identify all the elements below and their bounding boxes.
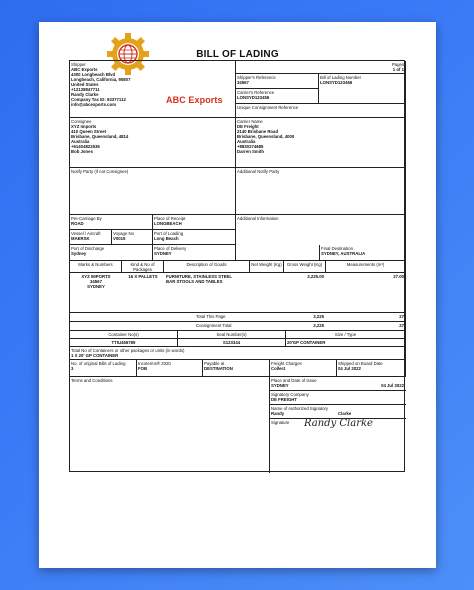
voyage-no-cell: Voyage No V0015 (112, 230, 153, 245)
additional-information-cell: Additional Information (236, 215, 406, 261)
bol-form (69, 60, 405, 472)
goods-body (70, 273, 406, 313)
consignee-cell: Consignee XYZ Imports 410 Queen Street Brisbane, Queensland, 4814 Australia +61404822536 Bob Jones (70, 118, 236, 168)
document-title: BILL OF LADING (196, 49, 279, 60)
bill-of-lading-number-cell: Bill of Lading Number LONSYD123456 (319, 74, 406, 104)
goods-header-description: Description of Goods (164, 261, 250, 273)
goods-header-packages: Kind & No of Packages (122, 261, 164, 273)
final-destination-cell: Final Destination SYDNEY, AUSTRALIA (319, 245, 406, 261)
goods-header-marks: Marks & Numbers (70, 261, 122, 273)
total-containers-cell: Total No of Containers or other packages or units (in words) 1 X 20' GP CONTAINER (70, 347, 406, 360)
goods-gross-weight: 3,225.00 (307, 274, 324, 279)
carriers-reference-cell: Carrier's Reference LONSYD123456 (236, 89, 319, 104)
original-bills-cell: No. of original Bills of Lading 3 (70, 360, 137, 377)
container-header-no: Container No(s) (70, 331, 178, 339)
signature-cell: Signature (271, 419, 290, 425)
payable-at-cell: Payable at DESTINATION (203, 360, 270, 377)
unique-consignment-reference-cell: Unique Consignment Reference (236, 104, 406, 118)
signatory-company-cell: Signatory Company DE FREIGHT (270, 391, 406, 405)
goods-header-gross-weight: Gross Weight (Kg) (284, 261, 326, 273)
additional-notify-party-cell: Additional Notify Party (236, 168, 406, 215)
goods-description: FURNITURE, STAINLESS STEEL BAR STOOLS AND TABLES (166, 274, 233, 284)
shipped-on-board-cell: Shipped on Board Date 04 Jul 2022 (337, 360, 406, 377)
pre-carriage-cell: Pre-Carriage By ROAD (70, 215, 153, 230)
logo-text: ABC Exports (166, 95, 223, 105)
port-of-discharge-cell: Port of Discharge Sydney (70, 245, 153, 261)
goods-header-measurements: Measurements (m³) (326, 261, 406, 273)
shipper-cell: Shipper ABC Exports 4300 Longbeach Blvd Longbeach, California, 90807 United States +12138847711 Randy Clarke Company Tax ID: 93377112 info@abcexports.com (70, 61, 236, 118)
pages-cell: Pages 1 of 1 (236, 61, 406, 74)
vessel-cell: Vessel / Aircraft MAERSK (70, 230, 112, 245)
shippers-reference-cell: Shipper's Reference 34567 (236, 74, 319, 89)
place-of-receipt-cell: Place of Receipt LONGBEACH (153, 215, 236, 230)
consignment-total-row: Consignment Total 3,225 27 (70, 322, 406, 331)
freight-charges-cell: Freight Charges Collect (270, 360, 337, 377)
container-header-size: Size / Type (286, 331, 406, 339)
carrier-name-cell: Carrier Name DE Freight 2140 Brisbane Road Brisbane, Queensland, 4000 Australia +8830274685 Darren Smith (236, 118, 406, 168)
place-of-delivery-cell: Place of Delivery SYDNEY (153, 245, 236, 261)
notify-party-cell: Notify Party (if not Consignee) (70, 168, 236, 215)
shipper-value: ABC Exports 4300 Longbeach Blvd Longbeach, California, 90807 United States +12138847711 Randy Clarke Company Tax ID: 93377112 info@abcexports.com (71, 66, 131, 107)
goods-packages: 16 X PALLETS (128, 274, 158, 279)
terms-cell: Terms and Conditions (70, 377, 270, 473)
container-header-seal: Seal Number(s) (178, 331, 286, 339)
total-this-page-row: Total This Page 3,225 27 (70, 313, 406, 322)
bill-of-lading-document (39, 22, 436, 568)
place-date-issue-cell: Place and Date of Issue SYDNEY 04 Jul 2022 (270, 377, 406, 391)
signature-handwriting: Randy Clarke (304, 418, 373, 429)
port-of-loading-cell: Port of Loading Long Beach (153, 230, 236, 245)
goods-measurements: 27.00 (393, 274, 404, 279)
seal-number-value: S123344 (178, 339, 286, 347)
goods-marks: XYZ IMPORTS 34567 SYDNEY (81, 274, 111, 289)
incoterms-cell: Incoterms® 2020 FOB (137, 360, 203, 377)
goods-header-net-weight: Net Weight (Kg) (250, 261, 284, 273)
container-no-value: TTIU456789 (70, 339, 178, 347)
authorized-signatory-cell: Name of Authorized Signatory Randy Clarke (270, 405, 406, 419)
size-type-value: 20'GP CONTAINER (286, 339, 406, 347)
